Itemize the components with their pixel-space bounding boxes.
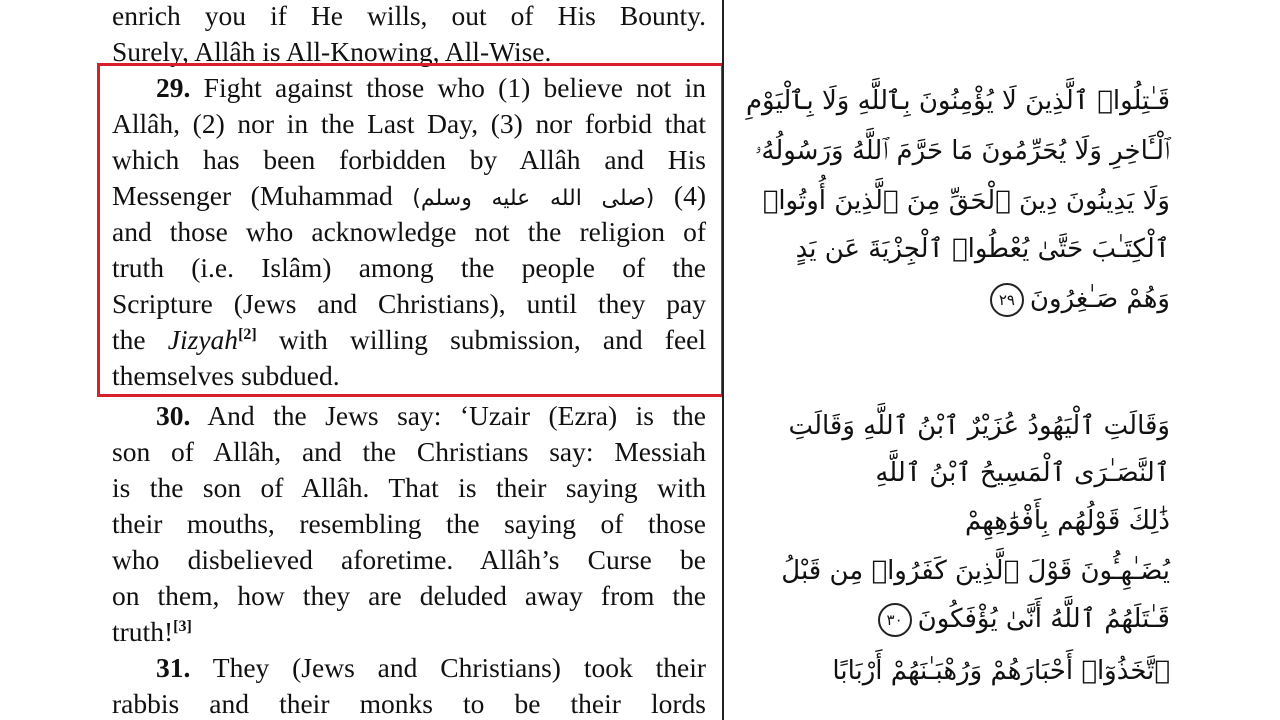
verse-31-line-1 xyxy=(112,650,706,686)
english-line: who disbelieved aforetime. Allâh’s Curse be xyxy=(112,544,706,575)
verse-number-30: 30. xyxy=(156,400,191,431)
verse-29-highlight-box xyxy=(97,63,724,397)
ayah-marker-icon: ٢٩ xyxy=(990,283,1024,317)
english-line-text: with willing submission, and feel xyxy=(278,324,707,355)
verse-number-29: 29. xyxy=(156,72,191,103)
ayah-marker-icon: ٣٠ xyxy=(878,603,912,637)
english-line-text: They (Jews and Christians) took their xyxy=(212,652,706,683)
english-line: rabbis and their monks to be their lords xyxy=(112,688,706,719)
english-line: on them, how they are deluded away from the xyxy=(112,580,706,611)
english-line: Allâh, (2) nor in the Last Day, (3) nor forbid that xyxy=(112,108,706,139)
english-line-text: Fight against those who (1) believe not in xyxy=(203,72,706,103)
english-line: their mouths, resembling the saying of those xyxy=(112,508,706,539)
footnote-marker[interactable]: [2] xyxy=(238,325,257,343)
arabic-line: وَلَا يَدِينُونَ دِينَ ٱلْحَقِّ مِنَ ٱلَّذِينَ أُوتُوا۟ xyxy=(762,186,1170,216)
arabic-line-text: قَـٰتَلَهُمُ ٱللَّهُ أَنَّىٰ يُؤْفَكُونَ xyxy=(917,604,1170,634)
english-line: and those who acknowledge not the religion of xyxy=(112,216,706,247)
english-line-text: (4) xyxy=(673,180,707,211)
arabic-line: ذَٰلِكَ قَوْلُهُم بِأَفْوَٰهِهِمْ xyxy=(964,506,1170,536)
salawat-inline: (صلى الله عليه وسلم) xyxy=(412,186,655,211)
arabic-line xyxy=(740,278,1170,320)
arabic-line: وَقَالَتِ ٱلْيَهُودُ عُزَيْرٌ ٱبْنُ ٱللَّهِ وَقَالَتِ xyxy=(788,411,1170,441)
arabic-line: ٱتَّخَذُوٓا۟ أَحْبَارَهُمْ وَرُهْبَـٰنَهُمْ أَرْبَابًا xyxy=(832,656,1170,686)
arabic-line: قَـٰتِلُوا۟ ٱلَّذِينَ لَا يُؤْمِنُونَ بِٱللَّهِ وَلَا بِٱلْيَوْمِ xyxy=(745,86,1170,116)
jizyah-term: Jizyah xyxy=(167,324,239,355)
english-line: truth (i.e. Islâm) among the people of the xyxy=(112,252,706,283)
english-line-text: Messenger (Muhammad xyxy=(112,180,393,211)
arabic-line xyxy=(740,598,1170,640)
arabic-line: يُضَـٰهِـُٔونَ قَوْلَ ٱلَّذِينَ كَفَرُوا۟ مِن قَبْلُ xyxy=(781,556,1170,586)
english-line: Scripture (Jews and Christians), until they pay xyxy=(112,288,706,319)
english-line: Surely, Allâh is All-Knowing, All-Wise. xyxy=(112,36,552,67)
english-line-text: truth! xyxy=(112,616,174,647)
column-divider xyxy=(722,0,724,720)
english-line: enrich you if He wills, out of His Bounty. xyxy=(112,0,706,31)
arabic-line: ٱلنَّصَـٰرَى ٱلْمَسِيحُ ٱبْنُ ٱللَّهِ xyxy=(875,458,1170,488)
verse-30-line-1 xyxy=(112,398,706,434)
english-line: son of Allâh, and the Christians say: Messiah xyxy=(112,436,706,467)
english-line-text: the xyxy=(112,324,146,355)
arabic-line: ٱلْـَٔاخِرِ وَلَا يُحَرِّمُونَ مَا حَرَّمَ ٱللَّهُ وَرَسُولُهُۥ xyxy=(754,136,1170,166)
arabic-line: ٱلْكِتَـٰبَ حَتَّىٰ يُعْطُوا۟ ٱلْجِزْيَةَ عَن يَدٍ xyxy=(795,234,1170,264)
english-line: which has been forbidden by Allâh and His xyxy=(112,144,706,175)
english-line xyxy=(112,614,706,650)
english-line: is the son of Allâh. That is their saying with xyxy=(112,472,706,503)
arabic-line-text: وَهُمْ صَـٰغِرُونَ xyxy=(1029,284,1170,314)
english-line-text: And the Jews say: ‘Uzair (Ezra) is the xyxy=(207,400,707,431)
english-line: themselves subdued. xyxy=(112,360,340,391)
verse-number-31: 31. xyxy=(156,652,191,683)
footnote-marker[interactable]: [3] xyxy=(173,617,192,635)
